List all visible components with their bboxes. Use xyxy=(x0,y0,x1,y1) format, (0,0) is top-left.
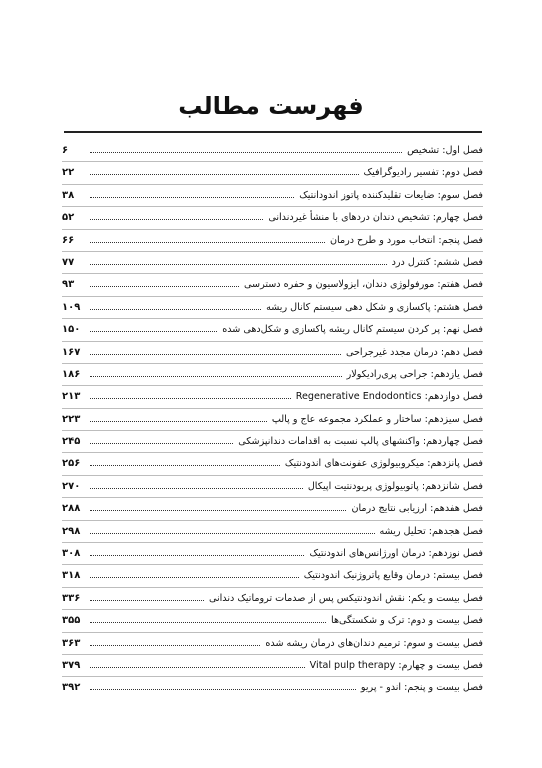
toc-entry[interactable] xyxy=(62,319,483,341)
toc-entry[interactable] xyxy=(62,230,483,252)
toc-entry[interactable] xyxy=(62,588,483,610)
toc-entry[interactable] xyxy=(62,252,483,274)
toc-entry-label: فصل دوم: تفسیر رادیوگرافیک xyxy=(363,167,483,179)
toc-entry[interactable] xyxy=(62,655,483,677)
toc-entry-label: فصل بیست و پنجم: اندو - پریو xyxy=(360,682,483,694)
toc-entry[interactable] xyxy=(62,677,483,699)
toc-entry-label: فصل هفتم: مورفولوژی دندان، ایزولاسیون و حفره دسترسی xyxy=(244,279,483,291)
dot-leader xyxy=(90,622,326,623)
toc-entry-page-number: ۲۷۰ xyxy=(62,480,81,492)
dot-leader xyxy=(90,488,303,489)
page-title: فهرست مطالب xyxy=(178,92,364,121)
toc-entry[interactable] xyxy=(62,476,483,498)
toc-entry-label: فصل پنجم: انتخاب مورد و طرح درمان xyxy=(330,234,483,246)
toc-entry[interactable] xyxy=(62,342,483,364)
dot-leader xyxy=(90,376,342,377)
toc-entry-label: فصل اول: تشخیص xyxy=(407,145,483,156)
dot-leader xyxy=(90,242,325,243)
dot-leader xyxy=(90,510,346,511)
dot-leader xyxy=(90,465,280,466)
toc-entry-label: فصل بیست و یکم: نقش اندودنتیکس پس از صدمات تروماتیک دندانی xyxy=(208,592,483,604)
toc-entry-label: فصل دهم: درمان مجدد غیرجراحی xyxy=(346,346,483,358)
dot-leader xyxy=(90,645,260,646)
toc-entry-page-number: ۱۶۷ xyxy=(62,346,81,358)
toc-entry-page-number: ۲۹۸ xyxy=(62,525,81,537)
toc-entry-label: فصل سیزدهم: ساختار و عملکرد مجموعه عاج و پالپ xyxy=(271,413,483,425)
toc-entry[interactable] xyxy=(62,431,483,453)
toc-entry-label: فصل بیستم: درمان وقایع پاتروژنیک اندودنتیک xyxy=(303,570,483,582)
toc-entry-page-number: ۷۷ xyxy=(62,256,75,268)
toc-entry[interactable] xyxy=(62,140,483,162)
dot-leader xyxy=(90,600,204,601)
dot-leader xyxy=(90,286,239,287)
toc-entry-page-number: ۳۷۹ xyxy=(62,659,81,671)
dot-leader xyxy=(90,354,341,355)
toc-entry-page-number: ۲۲۳ xyxy=(62,413,81,425)
toc-entry[interactable] xyxy=(62,162,483,184)
toc-entry-label: فصل یازدهم: جراحی پری‌رادیکولار xyxy=(346,368,483,380)
toc-entry-label: فصل هفدهم: ارزیابی نتایج درمان xyxy=(351,503,483,515)
toc-entry-page-number: ۳۳۶ xyxy=(62,592,81,604)
dot-leader xyxy=(90,667,305,668)
dot-leader xyxy=(90,309,261,310)
dot-leader xyxy=(90,577,299,578)
toc-entry-page-number: ۲۲ xyxy=(62,167,75,179)
toc-entry[interactable] xyxy=(62,498,483,520)
toc-entry[interactable] xyxy=(62,185,483,207)
toc-entry-label: فصل بیست و دوم: ترک و شکستگی‌ها xyxy=(331,615,483,627)
dot-leader xyxy=(90,555,304,556)
toc-entry-label: فصل نوزدهم: درمان اورژانس‌های اندودنتیک xyxy=(309,548,483,560)
toc-entry-page-number: ۳۰۸ xyxy=(62,548,81,560)
dot-leader xyxy=(90,331,217,332)
toc-entry[interactable] xyxy=(62,409,483,431)
toc-entry-page-number: ۲۴۵ xyxy=(62,436,81,448)
table-of-contents xyxy=(62,140,483,700)
dot-leader xyxy=(90,219,263,220)
toc-entry-label: فصل بیست و سوم: ترمیم دندان‌های درمان ریشه شده xyxy=(265,637,483,649)
toc-entry-label: فصل نهم: پر کردن سیستم کانال ریشه پاکسازی و شکل‌دهی شده xyxy=(222,324,483,336)
toc-entry-page-number: ۲۱۳ xyxy=(62,391,81,403)
toc-entry[interactable] xyxy=(62,364,483,386)
toc-entry[interactable] xyxy=(62,521,483,543)
toc-entry-page-number: ۳۵۵ xyxy=(62,615,81,627)
toc-entry-page-number: ۳۶۳ xyxy=(62,637,81,649)
toc-entry[interactable] xyxy=(62,565,483,587)
dot-leader xyxy=(90,264,387,265)
toc-entry-label: فصل چهارم: تشخیص دندان دردهای با منشأ غیردندانی xyxy=(268,212,483,224)
toc-entry-label: فصل دوازدهم: Regenerative Endodontics xyxy=(295,391,483,403)
toc-entry-label: فصل سوم: ضایعات تقلیدکننده پاتوز اندودانتیک xyxy=(299,189,483,201)
toc-entry[interactable] xyxy=(62,274,483,296)
dot-leader xyxy=(90,533,375,534)
toc-entry[interactable] xyxy=(62,207,483,229)
toc-entry-page-number: ۶۶ xyxy=(62,234,75,246)
toc-entry-label: فصل هشتم: پاکسازی و شکل دهی سیستم کانال ریشه xyxy=(266,301,483,313)
dot-leader xyxy=(90,689,356,690)
toc-entry-page-number: ۳۱۸ xyxy=(62,570,81,582)
toc-entry-label: فصل چهاردهم: واکنشهای پالپ نسبت به اقدامات دندانپزشکی xyxy=(238,436,483,448)
dot-leader xyxy=(90,197,294,198)
toc-entry-page-number: ۹۳ xyxy=(62,279,75,291)
dot-leader xyxy=(90,174,359,175)
toc-entry-page-number: ۲۵۶ xyxy=(62,458,81,470)
toc-entry-page-number: ۲۸۸ xyxy=(62,503,81,515)
toc-entry[interactable] xyxy=(62,610,483,632)
toc-entry-label: فصل پانزدهم: میکروبیولوژی عفونت‌های اندودنتیک xyxy=(284,458,483,470)
toc-entry-page-number: ۵۲ xyxy=(62,212,75,224)
toc-entry-label: فصل شانزدهم: پاتوبیولوژی پریودنتیت اپیکال xyxy=(307,480,483,492)
toc-entry-page-number: ۳۹۲ xyxy=(62,682,81,694)
toc-entry-page-number: ۱۰۹ xyxy=(62,301,81,313)
dot-leader xyxy=(90,152,402,153)
toc-entry[interactable] xyxy=(62,633,483,655)
dot-leader xyxy=(90,443,233,444)
dot-leader xyxy=(90,398,291,399)
toc-entry[interactable] xyxy=(62,543,483,565)
toc-entry-page-number: ۱۸۶ xyxy=(62,368,81,380)
toc-entry-page-number: ۳۸ xyxy=(62,189,75,201)
toc-entry-label: فصل ششم: کنترل درد xyxy=(391,256,483,268)
toc-entry-page-number: ۱۵۰ xyxy=(62,324,81,336)
dot-leader xyxy=(90,421,267,422)
toc-entry-label: فصل هجدهم: تحلیل ریشه xyxy=(379,525,483,537)
title-rule xyxy=(64,131,482,133)
toc-entry[interactable] xyxy=(62,297,483,319)
toc-entry-label: فصل بیست و چهارم: Vital pulp therapy xyxy=(309,659,483,671)
toc-entry-page-number: ۶ xyxy=(62,145,69,156)
toc-entry[interactable] xyxy=(62,453,483,475)
toc-entry[interactable] xyxy=(62,386,483,408)
